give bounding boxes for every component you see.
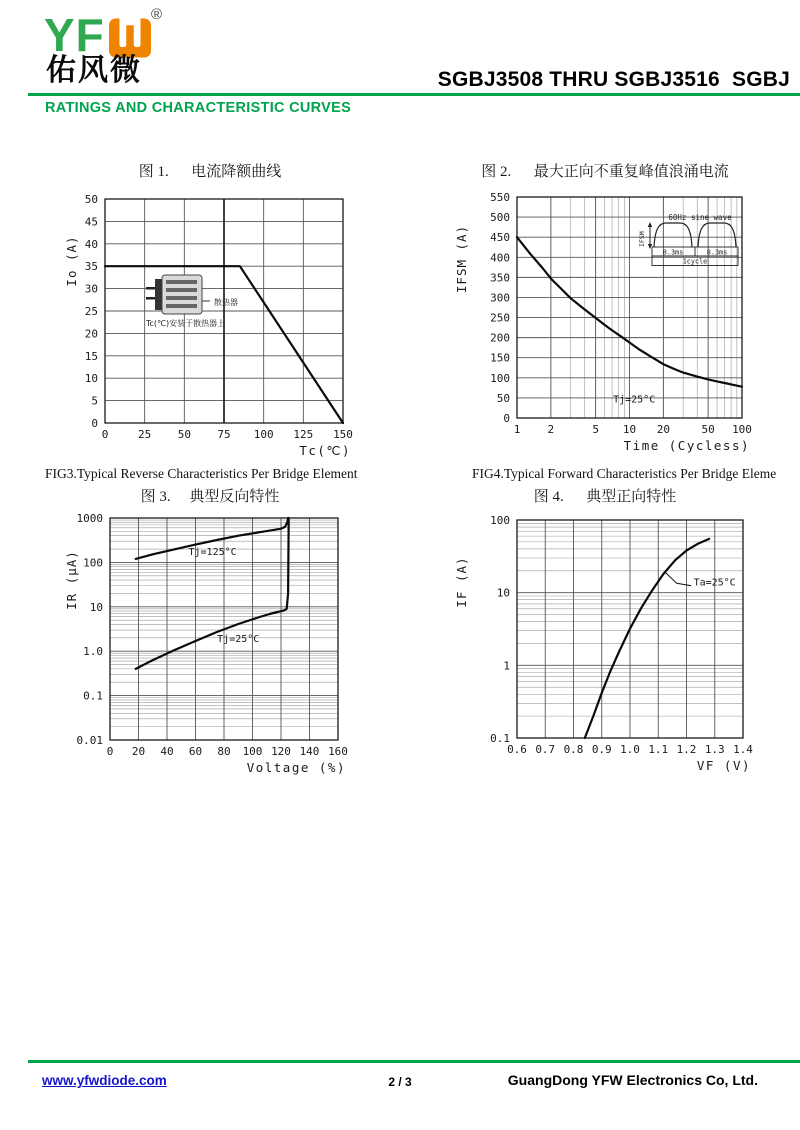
svg-text:Ta=25°C: Ta=25°C: [693, 577, 736, 589]
svg-text:40: 40: [84, 237, 98, 251]
heatsink-label: 散热器: [214, 298, 238, 307]
svg-text:10: 10: [496, 586, 510, 600]
svg-text:0: 0: [503, 412, 510, 425]
chart-canvas: [60, 503, 360, 791]
page-title: SGBJ3508 THRU SGBJ3516 SGBJ: [437, 68, 790, 91]
svg-text:0: 0: [106, 745, 114, 758]
svg-text:150: 150: [490, 351, 510, 365]
svg-text:0.01: 0.01: [76, 734, 103, 747]
svg-text:80: 80: [217, 745, 231, 758]
fig3-caption: FIG3.Typical Reverse Characteristics Per Bridge Element: [45, 466, 358, 481]
svg-text:20: 20: [656, 423, 670, 436]
svg-text:0.1: 0.1: [490, 732, 510, 745]
svg-text:250: 250: [490, 311, 510, 325]
svg-text:10: 10: [84, 372, 98, 386]
svg-text:40: 40: [160, 745, 174, 758]
svg-text:Io (A): Io (A): [64, 235, 79, 287]
svg-text:150: 150: [333, 428, 353, 441]
svg-text:1.2: 1.2: [676, 743, 697, 756]
svg-text:450: 450: [490, 231, 510, 245]
svg-text:120: 120: [271, 745, 291, 758]
svg-text:400: 400: [490, 251, 510, 265]
svg-text:60: 60: [188, 745, 203, 758]
svg-text:1: 1: [513, 423, 521, 436]
svg-text:Tj=25°C: Tj=25°C: [613, 394, 656, 406]
heatsink-note: Tc(℃)安装于散热器上: [146, 319, 226, 328]
surge-halfcycle1: 8.3ms: [662, 248, 684, 257]
svg-text:75: 75: [217, 428, 231, 441]
surge-ifsm-label: IFSM: [638, 231, 646, 247]
svg-text:100: 100: [490, 514, 510, 527]
svg-text:140: 140: [299, 745, 320, 758]
svg-text:550: 550: [490, 191, 510, 204]
svg-text:Tj=125°C: Tj=125°C: [188, 547, 237, 559]
svg-text:1.4: 1.4: [733, 743, 753, 756]
svg-text:1000: 1000: [76, 512, 103, 525]
svg-text:20: 20: [84, 327, 98, 341]
svg-text:0.6: 0.6: [507, 743, 527, 756]
fig1-title: 图 1. 电流降额曲线: [138, 164, 282, 180]
svg-text:0: 0: [101, 428, 109, 441]
heatsink-icon: [146, 273, 210, 317]
sine-wave-diagram: [638, 211, 756, 273]
svg-text:50: 50: [177, 428, 191, 441]
svg-text:35: 35: [84, 260, 98, 274]
svg-text:100: 100: [253, 428, 274, 441]
svg-text:15: 15: [84, 349, 98, 363]
svg-text:10: 10: [622, 423, 637, 436]
surge-cycle-label: 1cycle: [682, 257, 708, 266]
registered-mark: ®: [151, 6, 163, 23]
fig2-surge-chart: [450, 185, 760, 468]
fig4-title: 图 4. 典型正向特性: [533, 489, 677, 505]
header-divider: [28, 93, 800, 96]
fig1-heatsink-inset: [146, 273, 336, 333]
chart-canvas: [450, 503, 760, 791]
footer-divider: [28, 1060, 800, 1063]
svg-text:0.9: 0.9: [591, 743, 612, 756]
company-name: GuangDong YFW Electronics Co, Ltd.: [507, 1072, 758, 1088]
fig4-forward-chart: [450, 503, 760, 796]
svg-text:Tj=25°C: Tj=25°C: [217, 634, 260, 646]
svg-text:30: 30: [84, 282, 98, 296]
fig2-title: 图 2. 最大正向不重复峰值浪涌电流: [481, 164, 729, 180]
website-link[interactable]: www.yfwdiode.com: [42, 1073, 167, 1088]
svg-text:1.1: 1.1: [648, 743, 669, 756]
logo-yf-text: YF: [44, 9, 105, 61]
svg-text:160: 160: [328, 745, 348, 758]
svg-text:Time (Cycless): Time (Cycless): [623, 438, 750, 453]
svg-text:50: 50: [701, 423, 715, 436]
surge-halfcycle2: 8.3ms: [706, 248, 728, 257]
svg-text:25: 25: [138, 428, 152, 441]
svg-text:100: 100: [490, 371, 510, 385]
fig3-reverse-chart: [60, 503, 360, 796]
svg-text:100: 100: [732, 423, 752, 436]
svg-text:25: 25: [84, 305, 98, 318]
svg-text:0: 0: [91, 417, 98, 430]
svg-text:VF (V): VF (V): [696, 758, 751, 773]
fig2-surge-inset: [638, 211, 756, 273]
logo-chinese-name: 佑风微: [46, 54, 142, 87]
svg-text:0.8: 0.8: [563, 743, 584, 756]
svg-text:2: 2: [547, 423, 555, 436]
svg-text:50: 50: [84, 193, 98, 206]
svg-text:10: 10: [89, 600, 103, 614]
page-number: 2 / 3: [388, 1075, 412, 1089]
svg-text:0.7: 0.7: [535, 743, 556, 756]
svg-text:IR (μA): IR (μA): [64, 550, 79, 610]
svg-text:20: 20: [131, 745, 146, 758]
section-title: RATINGS AND CHARACTERISTIC CURVES: [45, 100, 352, 116]
svg-text:45: 45: [84, 215, 98, 229]
fig3-title: 图 3. 典型反向特性: [140, 489, 280, 505]
svg-text:1.0: 1.0: [620, 743, 640, 756]
svg-text:50: 50: [496, 391, 510, 405]
svg-text:5: 5: [91, 394, 98, 408]
svg-text:100: 100: [242, 745, 263, 758]
fig4-caption: FIG4.Typical Forward Characteristics Per Bridge Eleme: [472, 466, 777, 481]
svg-text:125: 125: [293, 428, 314, 441]
svg-text:0.1: 0.1: [83, 689, 103, 703]
fig1-derating-chart: [60, 185, 360, 468]
svg-text:500: 500: [490, 211, 510, 225]
svg-text:Voltage (%): Voltage (%): [246, 760, 346, 775]
svg-text:Tc(℃): Tc(℃): [299, 443, 351, 458]
svg-text:1.0: 1.0: [83, 645, 103, 659]
svg-text:IF (A): IF (A): [454, 556, 469, 608]
svg-text:100: 100: [83, 556, 103, 570]
logo-w-icon: [109, 17, 151, 59]
svg-text:1: 1: [503, 659, 510, 673]
svg-text:IFSM (A): IFSM (A): [454, 224, 469, 294]
svg-text:5: 5: [592, 423, 599, 436]
svg-text:350: 350: [490, 271, 510, 285]
svg-text:300: 300: [490, 291, 510, 305]
svg-text:1.3: 1.3: [704, 743, 725, 756]
svg-text:200: 200: [490, 331, 510, 345]
surge-inset-title: 60Hz sine wave: [668, 213, 732, 222]
